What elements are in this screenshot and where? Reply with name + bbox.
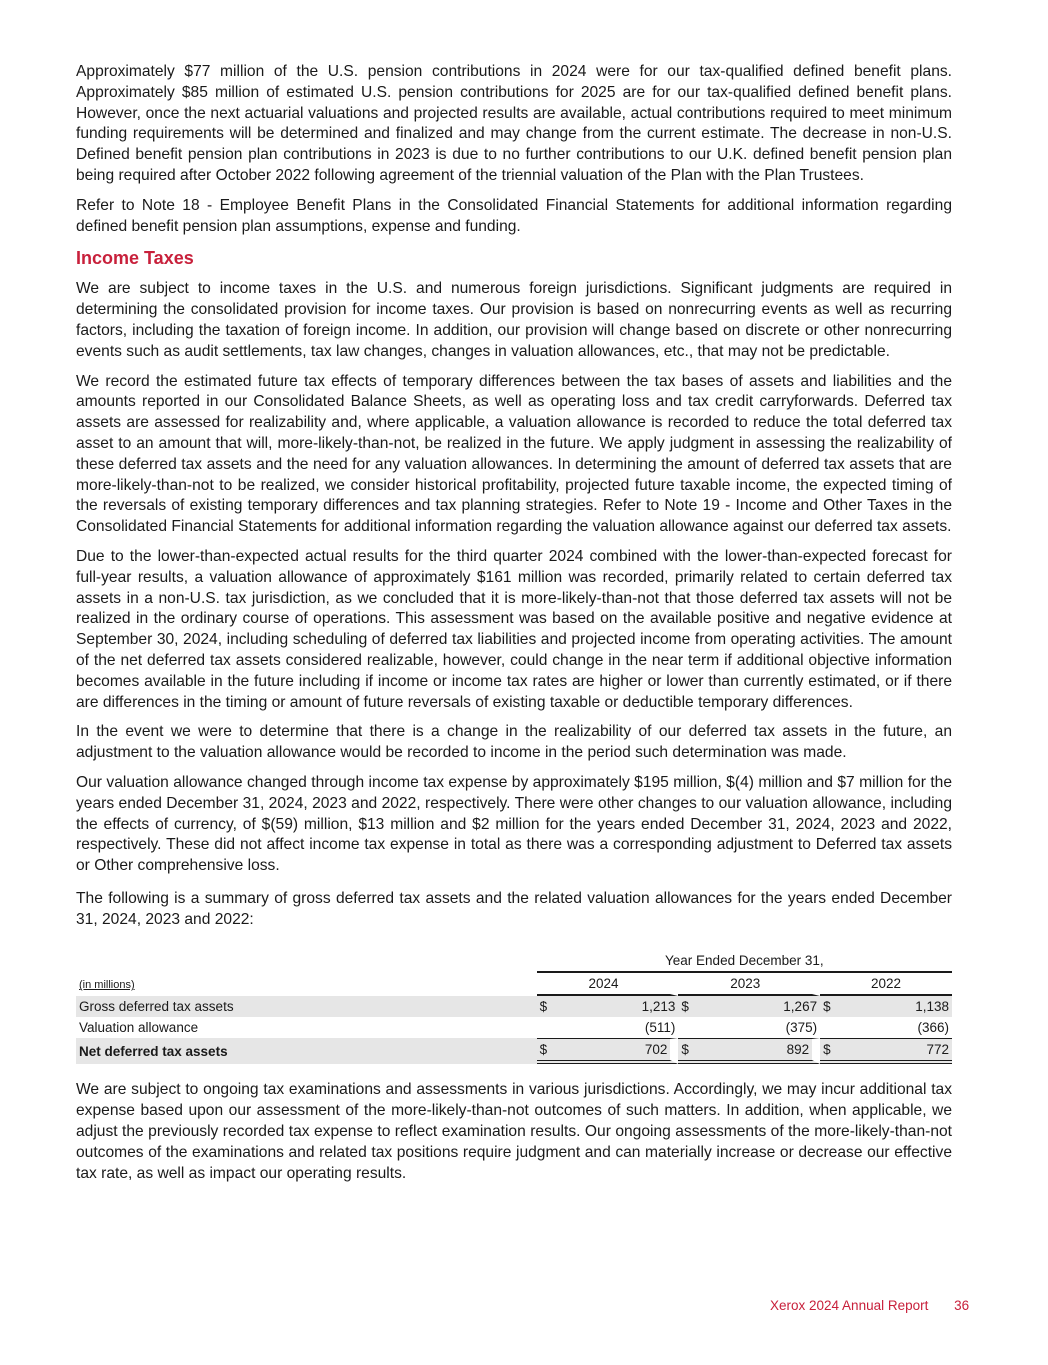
page-footer [770,1298,969,1313]
row-label: Valuation allowance [79,1020,199,1036]
income-taxes-paragraph: We are subject to income taxes in the U.S. and numerous foreign jurisdictions. Significant judgments are required in determining the consolidated provision for income taxes. Our provision is based on nonrecurring events as well as recurring factors, including the taxation of foreign income. In addition, our provision will change based on discrete or other nonrecurring events such as audit settlements, tax law changes, changes in valuation allowances, etc., that may not be predictable. [76,280,952,360]
value-2024: 702 [559,1038,678,1064]
report-name: Xerox 2024 Annual Report [770,1298,929,1313]
value-2023: 1,267 [701,996,820,1017]
year-header: 2024 [537,973,679,996]
income-taxes-paragraph: Due to the lower-than-expected actual results for the third quarter 2024 combined with the lower-than-expected forecast for full-year results, a valuation allowance of approximately $161 million was recorded, primarily related to certain deferred tax assets in a non-U.S. tax jurisdiction, as we concluded that it is more-likely-than-not that those deferred tax assets will not be realized in the ordinary course of operations. This assessment was based on the available positive and negative evidence at September 30, 2024, including scheduling of deferred tax liabilities and projected income from operating activities. The amount of the net deferred tax assets considered realizable, however, could change in the near term if additional objective information becomes available in the future including if income or income tax rates are higher or lower than currently estimated, or if there are differences in the timing or amount of future reversals of existing taxable or deductible temporary differences. [76,547,952,711]
table-row-total [76,1038,952,1064]
table-row [76,996,952,1017]
value-2024: 1,213 [559,996,678,1017]
currency-symbol: $ [820,996,843,1017]
deferred-tax-assets-table-container [76,950,952,1064]
row-label: Gross deferred tax assets [76,996,537,1017]
value-2022: 772 [843,1038,952,1064]
value-2023: 892 [701,1038,820,1064]
year-header: 2022 [820,973,952,996]
note-18-reference-paragraph: Refer to Note 18 - Employee Benefit Plans in the Consolidated Financial Statements for additional information regarding defined benefit pension plan assumptions, expense and funding. [76,196,952,235]
income-taxes-paragraph: We record the estimated future tax effects of temporary differences between the tax bases of assets and liabilities and the amounts reported in our Consolidated Balance Sheets, as well as operating loss and tax credit carryforwards. Deferred tax assets are assessed for realizability and, where applicable, a valuation allowance is recorded to reduce the total deferred tax asset to an amount that will, more-likely-than-not, be realized in the future. We apply judgment in assessing the realizability of these deferred tax assets and the need for any valuation allowances. In determining the amount of deferred tax assets that are more-likely-than-not to be realized, we consider historical profitability, projected future taxable income, the expected timing of the reversals of existing temporary differences and tax planning strategies. Refer to Note 19 - Income and Other Taxes in the Consolidated Financial Statements for additional information regarding the valuation allowance against our deferred tax assets. [76,372,952,536]
document-page [76,62,952,1193]
year-header: 2023 [678,973,820,996]
value-2024: (511) [644,1020,676,1036]
currency-symbol: $ [678,996,701,1017]
table-intro-paragraph: The following is a summary of gross deferred tax assets and the related valuation allowances for the years ended December 31, 2024, 2023 and 2022: [76,889,952,928]
units-label: (in millions) [79,979,135,992]
currency-symbol: $ [537,996,560,1017]
currency-symbol: $ [537,1038,560,1064]
section-heading-income-taxes: Income Taxes [76,248,194,269]
tax-examinations-paragraph: We are subject to ongoing tax examinations and assessments in various jurisdictions. Accordingly, we may incur additional tax expense based upon our assessment of the more-likely-than-not outcomes of such matters. In addition, when applicable, we adjust the previously recorded tax expense to reflect examination results. Our ongoing assessments of the more-likely-than-not outcomes of the examinations and related tax positions require judgment and can materially increase or decrease our effective tax rate, as well as impact our operating results. [76,1081,952,1182]
year-header-row [76,973,952,996]
page-number: 36 [954,1298,970,1313]
table-row [76,1017,952,1038]
row-label: Net deferred tax assets [76,1038,537,1064]
period-header: Year Ended December 31, [537,950,952,973]
value-2022: (366) [917,1020,949,1036]
currency-symbol: $ [678,1038,701,1064]
deferred-tax-assets-table [76,950,952,1064]
period-header-row [76,950,952,973]
currency-symbol: $ [820,1038,843,1064]
value-2022: 1,138 [843,996,952,1017]
income-taxes-paragraph: Our valuation allowance changed through income tax expense by approximately $195 million, $(4) million and $7 million for the years ended December 31, 2024, 2023 and 2022, respectively. There were other changes to our valuation allowance, including the effects of currency, of $(59) million, $13 million and $2 million for the years ended December 31, 2024, 2023 and 2022, respectively. These did not affect income tax expense in total as there was a corresponding adjustment to Deferred tax assets or Other comprehensive loss. [76,773,952,875]
pension-contributions-paragraph: Approximately $77 million of the U.S. pension contributions in 2024 were for our tax-qualified defined benefit plans. Approximately $85 million of estimated U.S. pension contributions for 2025 are for our tax-qualified defined benefit plans. However, once the next actuarial valuations and projected results are available, actual contributions required to meet minimum funding requirements will be determined and finalized and may change from the current estimate. The decrease in non-U.S. Defined benefit pension plan contributions in 2023 is due to no further contributions to our U.K. defined benefit pension plan being required after October 2022 following agreement of the triennial valuation of the Plan with the Plan Trustees. [76,63,952,184]
value-2023: (375) [785,1020,818,1036]
income-taxes-paragraph: In the event we were to determine that there is a change in the realizability of our deferred tax assets in the future, an adjustment to the valuation allowance would be recorded to income in the period such determination was made. [76,723,952,762]
